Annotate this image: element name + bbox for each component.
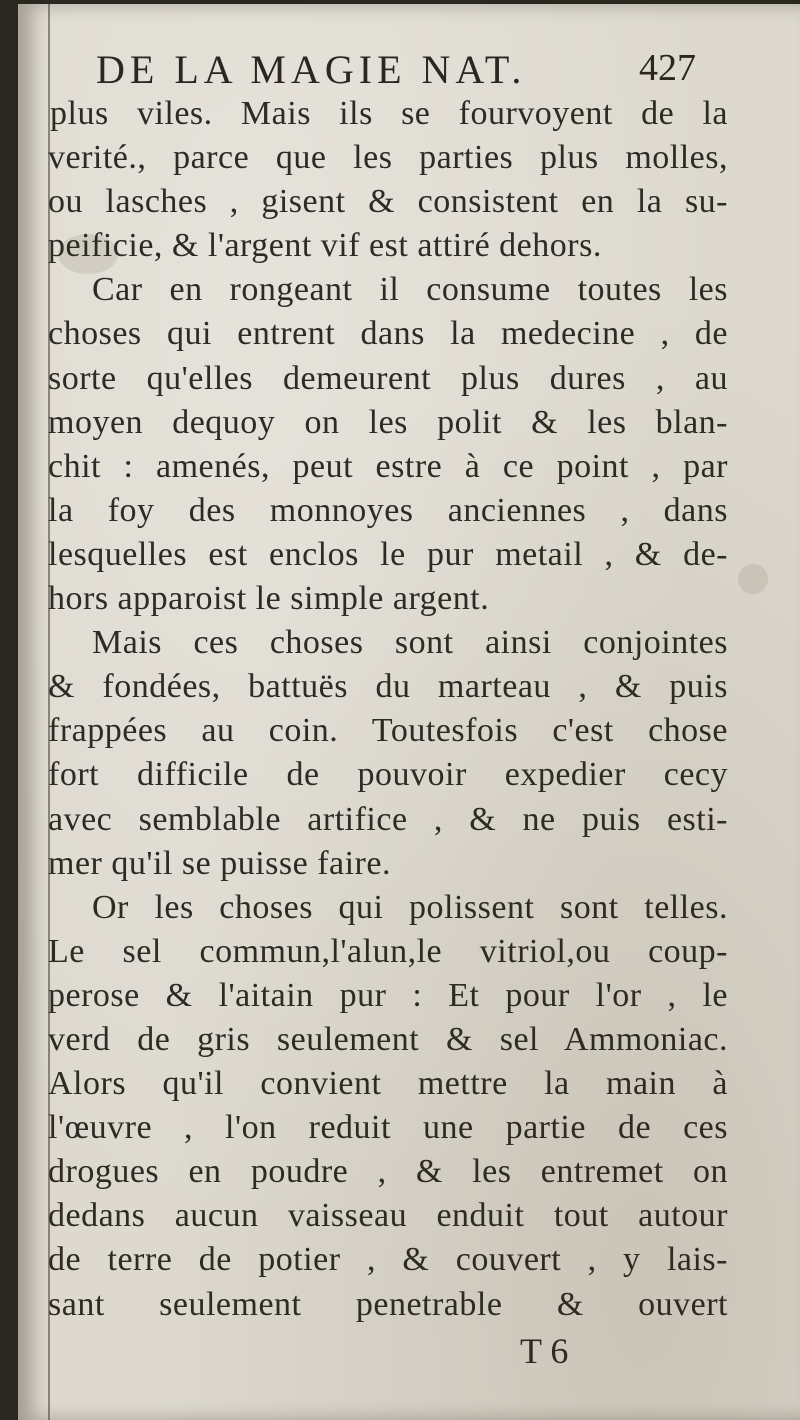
- paper-stain: [738, 564, 768, 594]
- text-line: perose & l'aitain pur : Et pour l'or , le: [48, 976, 728, 1014]
- text-line: frappées au coin. Toutesfois c'est chose: [48, 712, 728, 750]
- text-line: sant seulement penetrable & ouvert: [48, 1285, 728, 1323]
- text-line: l'œuvre , l'on reduit une partie de ces: [48, 1109, 728, 1147]
- text-line: drogues en poudre , & les entremet on: [48, 1153, 728, 1191]
- signature-mark: T 6: [520, 1331, 569, 1371]
- text-line: verité., parce que les parties plus molles,: [48, 139, 728, 177]
- text-line: & fondées, battuës du marteau , & puis: [48, 668, 728, 706]
- text-line: la foy des monnoyes anciennes , dans: [48, 491, 728, 529]
- text-line: chit : amenés, peut estre à ce point , par: [48, 447, 728, 485]
- text-line: moyen dequoy on les polit & les blan-: [48, 403, 728, 441]
- text-line: hors apparoist le simple argent.: [48, 580, 490, 618]
- text-line: Car en rongeant il consume toutes les: [92, 271, 728, 309]
- text-line: verd de gris seulement & sel Ammoniac.: [48, 1020, 728, 1058]
- book-page: [18, 4, 800, 1420]
- running-head: DE LA MAGIE NAT.: [96, 47, 527, 92]
- text-line: ou lasches , gisent & consistent en la su-: [48, 183, 728, 221]
- text-line: sorte qu'elles demeurent plus dures , au: [48, 359, 728, 397]
- text-line: mer qu'il se puisse faire.: [48, 844, 391, 882]
- text-line: peificie, & l'argent vif est attiré dehors.: [48, 227, 602, 265]
- text-line: Mais ces choses sont ainsi conjointes: [92, 624, 728, 662]
- text-line: fort difficile de pouvoir expedier cecy: [48, 756, 728, 794]
- text-line: dedans aucun vaisseau enduit tout autour: [48, 1197, 728, 1235]
- text-line: lesquelles est enclos le pur metail , & de-: [48, 535, 728, 573]
- text-line: Alors qu'il convient mettre la main à: [48, 1065, 728, 1103]
- page-header: [96, 46, 716, 96]
- text-line: Le sel commun,l'alun,le vitriol,ou coup-: [48, 932, 728, 970]
- text-line: Or les choses qui polissent sont telles.: [92, 888, 728, 926]
- body-text: [48, 92, 728, 1327]
- page-number: 427: [639, 47, 696, 89]
- text-line: plus viles. Mais ils se fourvoyent de la: [50, 95, 728, 132]
- text-line: avec semblable artifice , & ne puis esti-: [48, 800, 728, 838]
- text-line: de terre de potier , & couvert , y lais-: [48, 1241, 728, 1279]
- text-line: choses qui entrent dans la medecine , de: [48, 315, 728, 353]
